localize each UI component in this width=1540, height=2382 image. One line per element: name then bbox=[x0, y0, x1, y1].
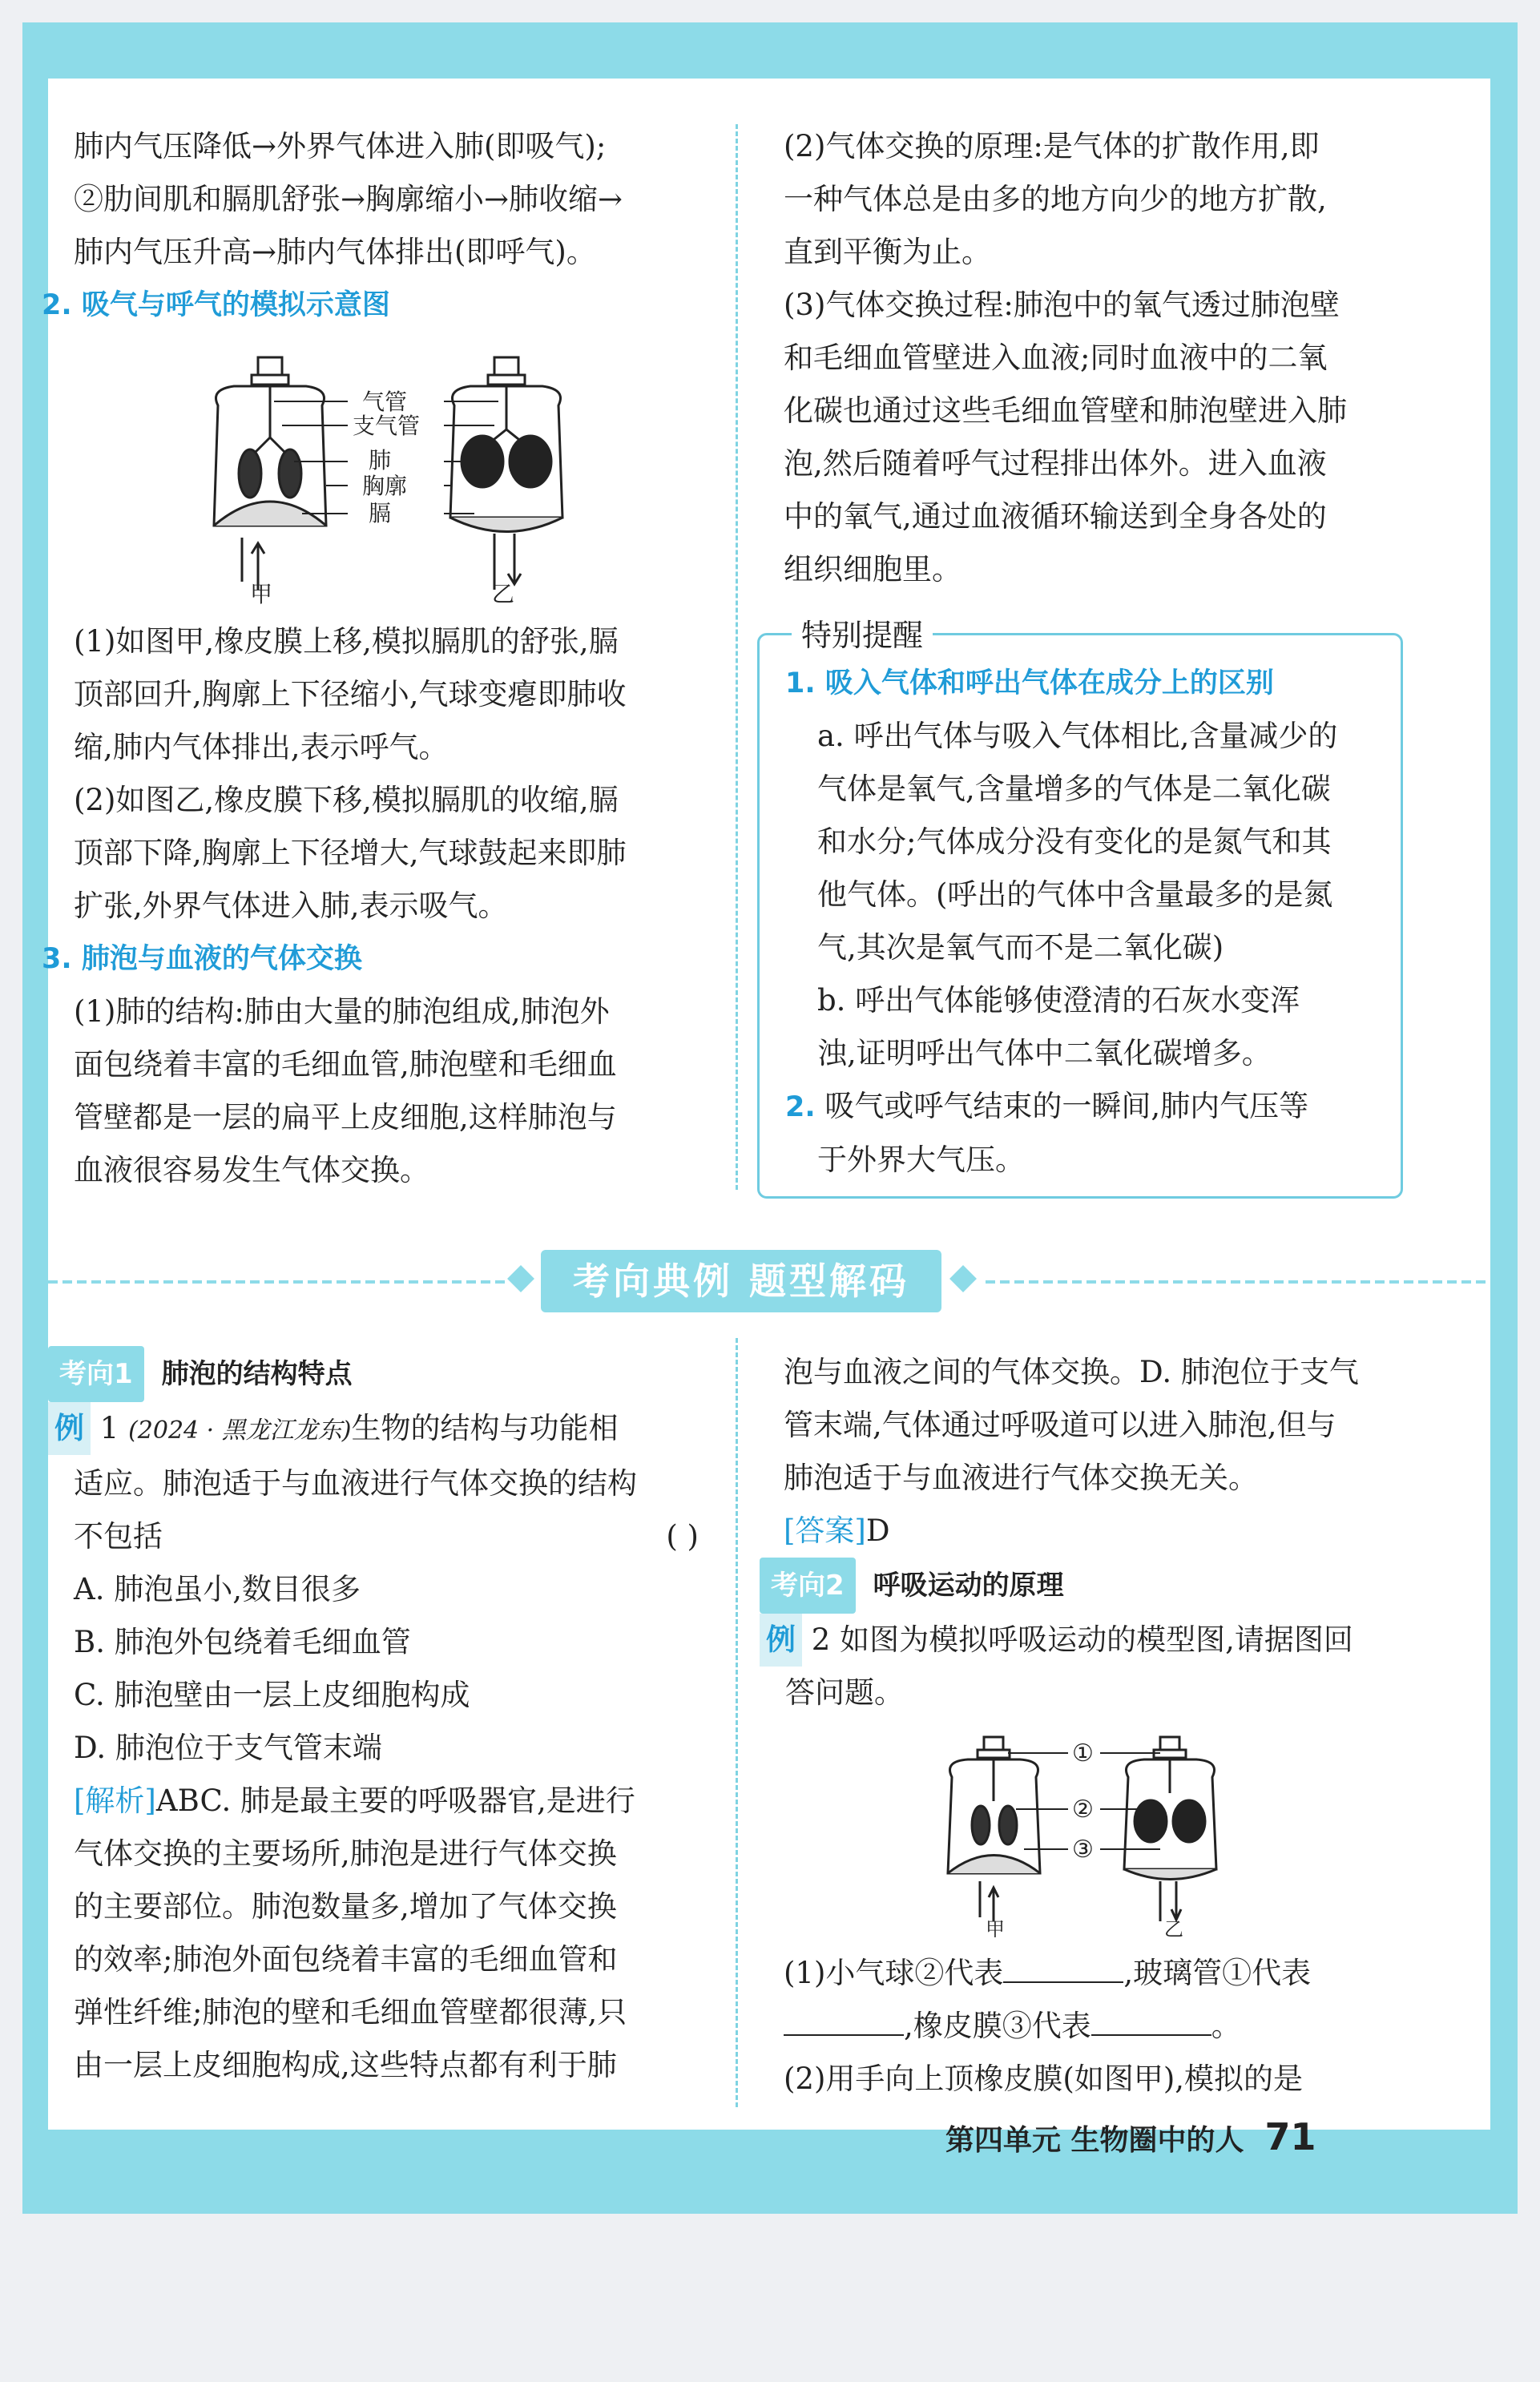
answer-value: D bbox=[865, 1513, 890, 1548]
text-line: 他气体。(呼出的气体中含量最多的是氮 bbox=[817, 877, 1333, 912]
text-line: 中的氧气,通过血液循环输送到全身各处的 bbox=[784, 499, 1327, 534]
question-1-line-1 bbox=[760, 1947, 1417, 2000]
text-line: a. 呼出气体与吸入气体相比,含量减少的 bbox=[817, 719, 1338, 753]
topic-title-2: 呼吸运动的原理 bbox=[873, 1570, 1064, 1602]
text-line: 和毛细血管壁进入血液;同时血液中的二氧 bbox=[784, 341, 1328, 375]
banner-line-right bbox=[986, 1280, 1490, 1284]
analysis-label: [解析] bbox=[74, 1783, 156, 1818]
fig1-label-bronchus: 支气管 bbox=[353, 413, 421, 439]
fig2-label-3: ③ bbox=[1072, 1836, 1094, 1864]
fig2-label-1: ① bbox=[1072, 1739, 1094, 1767]
text-line: 肺泡适于与血液进行气体交换无关。 bbox=[784, 1461, 1258, 1495]
text-line: 气,其次是氧气而不是二氧化碳) bbox=[817, 930, 1224, 965]
column-divider-top bbox=[736, 124, 738, 1190]
text-line: 吸气或呼气结束的一瞬间,肺内气压等 bbox=[824, 1089, 1309, 1123]
text-line: 直到平衡为止。 bbox=[784, 235, 991, 269]
text-line: 如图为模拟呼吸运动的模型图,请据图回 bbox=[840, 1622, 1353, 1657]
fig1-label-lung: 肺 bbox=[369, 447, 392, 474]
diamond-icon bbox=[507, 1265, 534, 1292]
banner-title: 考向典例 题型解码 bbox=[541, 1250, 941, 1312]
text-line: 于外界大气压。 bbox=[817, 1143, 1025, 1177]
question-2: (2)用手向上顶橡皮膜(如图甲),模拟的是 bbox=[784, 2062, 1304, 2096]
special-reminder-content bbox=[785, 657, 1378, 1187]
text-line: 肺内气压降低→外界气体进入肺(即吸气); bbox=[74, 129, 607, 163]
tip-heading-1: 1. 吸入气体和呼出气体在成分上的区别 bbox=[785, 667, 1274, 699]
text-line: 缩,肺内气体排出,表示呼气。 bbox=[74, 730, 449, 764]
text-line: 气体交换的主要场所,肺泡是进行气体交换 bbox=[74, 1836, 617, 1871]
fig2-caption-yi: 乙 bbox=[1164, 1918, 1183, 1937]
fig2-caption-jia: 甲 bbox=[986, 1918, 1005, 1937]
example-number: 1 bbox=[99, 1411, 119, 1445]
text-line: 管末端,气体通过呼吸道可以进入肺泡,但与 bbox=[784, 1408, 1336, 1442]
jar-jia-2 bbox=[948, 1737, 1040, 1921]
option-a: A. 肺泡虽小,数目很多 bbox=[74, 1572, 361, 1606]
fig1-caption-jia: 甲 bbox=[250, 581, 273, 606]
text-line: 气体是氧气,含量增多的气体是二氧化碳 bbox=[817, 772, 1331, 806]
blank-field[interactable] bbox=[784, 2010, 904, 2036]
text-line: 和水分;气体成分没有变化的是氮气和其 bbox=[817, 824, 1332, 859]
diamond-icon bbox=[949, 1265, 977, 1292]
text-line: 化碳也通过这些毛细血管壁和肺泡壁进入肺 bbox=[784, 393, 1347, 428]
banner-line-left bbox=[48, 1280, 505, 1284]
example-label-1: 例 bbox=[48, 1402, 91, 1455]
text-line: 顶部回升,胸廓上下径缩小,气球变瘪即肺收 bbox=[74, 677, 627, 711]
fig1-caption-yi: 乙 bbox=[492, 581, 515, 606]
text-line: (2)气体交换的原理:是气体的扩散作用,即 bbox=[784, 129, 1320, 163]
answer-label: [答案] bbox=[784, 1513, 866, 1548]
breathing-model-figure-2 bbox=[920, 1729, 1256, 1937]
jar-yi bbox=[450, 357, 562, 590]
text-line: 泡,然后随着呼气过程排出体外。进入血液 bbox=[784, 446, 1327, 481]
breathing-model-figure bbox=[162, 341, 611, 606]
question-1-line-2 bbox=[760, 2000, 1417, 2053]
fig1-label-trachea: 气管 bbox=[362, 389, 408, 415]
text-line: 泡与血液之间的气体交换。D. 肺泡位于支气 bbox=[784, 1355, 1359, 1389]
page-footer bbox=[945, 2115, 1316, 2158]
text-line: 由一层上皮细胞构成,这些特点都有利于肺 bbox=[74, 2048, 617, 2082]
text-line: 血液很容易发生气体交换。 bbox=[74, 1153, 429, 1187]
text-line: 一种气体总是由多的地方向少的地方扩散, bbox=[784, 182, 1327, 216]
text-line: 肺内气压升高→肺内气体排出(即呼气)。 bbox=[74, 235, 596, 269]
column-divider-bottom bbox=[736, 1338, 738, 2107]
text-line: 的效率;肺泡外面包绕着丰富的毛细血管和 bbox=[74, 1942, 618, 1977]
section-heading-3: 3. 肺泡与血液的气体交换 bbox=[42, 943, 362, 975]
text-line: 扩张,外界气体进入肺,表示吸气。 bbox=[74, 889, 508, 923]
text-line: (1)小气球②代表 bbox=[784, 1956, 1004, 1990]
text-line: 浊,证明呼出气体中二氧化碳增多。 bbox=[817, 1036, 1272, 1070]
text-line: 生物的结构与功能相 bbox=[351, 1411, 619, 1445]
text-line: (1)肺的结构:肺由大量的肺泡组成,肺泡外 bbox=[74, 994, 610, 1029]
text-line: 顶部下降,胸廓上下径增大,气球鼓起来即肺 bbox=[74, 836, 627, 870]
text-line: 面包绕着丰富的毛细血管,肺泡壁和毛细血 bbox=[74, 1047, 617, 1082]
option-b: B. 肺泡外包绕着毛细血管 bbox=[74, 1625, 411, 1659]
text-line: 不包括 bbox=[74, 1519, 163, 1554]
topic-tag-2: 考向2 bbox=[760, 1558, 856, 1614]
text-line: ,玻璃管①代表 bbox=[1123, 1956, 1312, 1990]
text-line: ②肋间肌和膈肌舒张→胸廓缩小→肺收缩→ bbox=[74, 182, 623, 216]
fig2-label-2: ② bbox=[1072, 1796, 1094, 1824]
text-line: b. 呼出气体能够使澄清的石灰水变浑 bbox=[817, 983, 1300, 1018]
left-column bbox=[42, 120, 699, 1197]
text-line: 答问题。 bbox=[785, 1675, 904, 1710]
text-line: ,橡皮膜③代表 bbox=[904, 2009, 1091, 2043]
tip-number-2: 2. bbox=[785, 1091, 816, 1123]
text-line: (2)如图乙,橡皮膜下移,模拟膈肌的收缩,膈 bbox=[74, 783, 619, 817]
jar-yi-2 bbox=[1124, 1737, 1216, 1921]
jar-jia bbox=[214, 357, 326, 590]
blank-field[interactable] bbox=[1091, 2010, 1211, 2036]
topic-tag-1: 考向1 bbox=[48, 1346, 144, 1402]
text-line: ABC. 肺是最主要的呼吸器官,是进行 bbox=[155, 1783, 635, 1818]
text-line: (1)如图甲,橡皮膜上移,模拟膈肌的舒张,膈 bbox=[74, 624, 619, 659]
right-column bbox=[784, 120, 1417, 596]
text-line: 适应。肺泡适于与血液进行气体交换的结构 bbox=[74, 1466, 637, 1501]
text-line: 组织细胞里。 bbox=[784, 552, 961, 586]
option-c: C. 肺泡壁由一层上皮细胞构成 bbox=[74, 1678, 470, 1712]
special-reminder-title: 特别提醒 bbox=[792, 611, 933, 655]
bottom-right-column bbox=[760, 1346, 1417, 2106]
option-d: D. 肺泡位于支气管末端 bbox=[74, 1731, 382, 1765]
section-banner bbox=[48, 1250, 1490, 1314]
example-number: 2 bbox=[811, 1622, 831, 1657]
text-line: 的主要部位。肺泡数量多,增加了气体交换 bbox=[74, 1889, 617, 1924]
page-number: 71 bbox=[1264, 2115, 1316, 2158]
text-line: (3)气体交换过程:肺泡中的氧气透过肺泡壁 bbox=[784, 288, 1340, 322]
fig1-label-thorax: 胸廓 bbox=[362, 473, 408, 499]
fig1-label-diaphragm: 膈 bbox=[369, 500, 392, 526]
blank-field[interactable] bbox=[1003, 1957, 1123, 1983]
example-source: (2024 · 黑龙江龙东) bbox=[128, 1417, 352, 1445]
text-line: 。 bbox=[1211, 2009, 1241, 2043]
text-line: 管壁都是一层的扁平上皮细胞,这样肺泡与 bbox=[74, 1100, 617, 1135]
topic-title-1: 肺泡的结构特点 bbox=[161, 1358, 353, 1390]
section-heading-2: 2. 吸气与呼气的模拟示意图 bbox=[42, 289, 390, 321]
bottom-left-column bbox=[48, 1346, 699, 2092]
example-label-2: 例 bbox=[760, 1614, 802, 1667]
unit-title: 第四单元 生物圈中的人 bbox=[945, 2124, 1244, 2157]
answer-bracket: ( ) bbox=[666, 1519, 699, 1554]
text-line: 弹性纤维;肺泡的壁和毛细血管壁都很薄,只 bbox=[74, 1995, 627, 2029]
tip-item-2 bbox=[785, 1080, 1378, 1134]
